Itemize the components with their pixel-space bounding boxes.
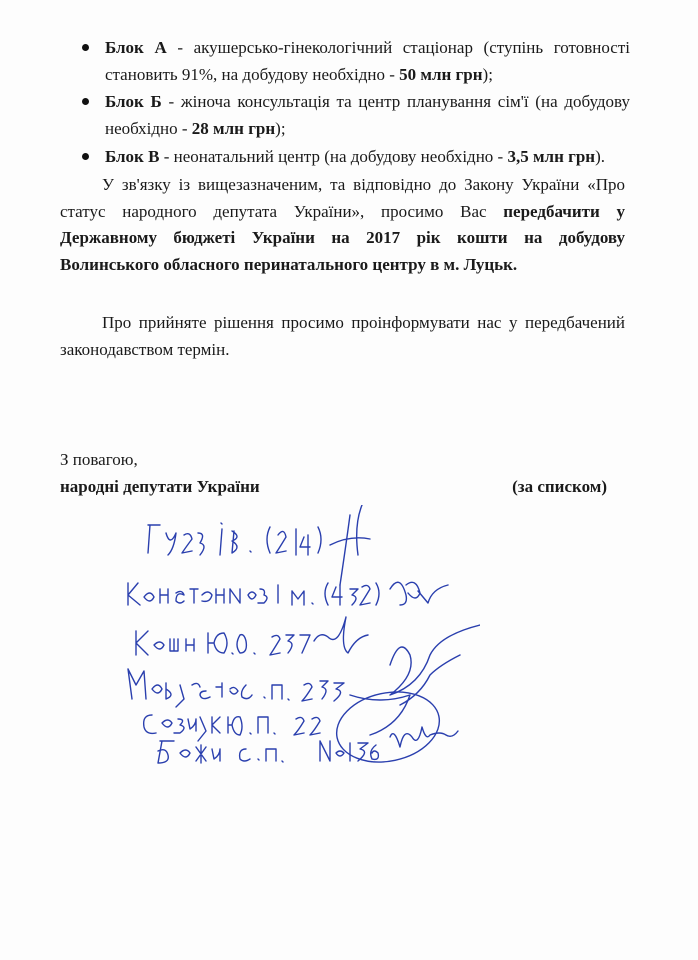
block-name: Блок Б	[105, 92, 162, 111]
bullet-icon	[82, 98, 89, 105]
signatures-drawing	[100, 505, 480, 765]
block-name: Блок В	[105, 147, 160, 166]
list-item	[60, 88, 630, 142]
list-item-text	[105, 143, 630, 170]
signatory-title: народні депутати України	[60, 477, 260, 496]
block-amount: 3,5 млн грн	[507, 147, 596, 166]
block-name: Блок А	[105, 38, 167, 57]
block-amount: 50 млн грн	[399, 65, 483, 84]
block-description: жіноча консультація та центр планування сім'ї (на добудову необхідно -	[105, 92, 630, 138]
bullet-icon	[82, 44, 89, 51]
request-paragraph	[60, 172, 625, 278]
list-item	[60, 143, 630, 170]
block-ending: );	[482, 65, 493, 84]
separator: -	[166, 38, 194, 57]
handwritten-signatures	[100, 505, 480, 765]
separator: -	[159, 147, 174, 166]
separator: -	[161, 92, 181, 111]
block-description: акушерсько-гінекологічний стаціонар (ступінь готовності становить 91%, на добудову необхідно -	[105, 38, 630, 84]
list-item	[60, 34, 630, 88]
closing-block	[60, 446, 625, 500]
request-text: У зв'язку із вищезазначеним, та відповідно до Закону України «Про статус народного депутата України», просимо Вас	[60, 175, 625, 221]
list-item-text	[105, 34, 630, 88]
block-amount: 28 млн грн	[191, 119, 276, 138]
regards-text: З повагою,	[60, 450, 138, 469]
inform-paragraph: Про прийняте рішення просимо проінформувати нас у передбачений законодавством термін.	[60, 313, 625, 359]
block-ending: ).	[595, 147, 606, 166]
bullet-icon	[82, 153, 89, 160]
block-ending: );	[275, 119, 286, 138]
list-note: (за списком)	[512, 477, 607, 496]
block-description: неонатальний центр (на добудову необхідно -	[173, 147, 508, 166]
list-item-text	[105, 88, 630, 142]
request-bold-text: передбачити у Державному бюджеті України на 2017 рік кошти на добудову Волинського обласного перинатального центру в м. Луцьк.	[60, 201, 625, 274]
